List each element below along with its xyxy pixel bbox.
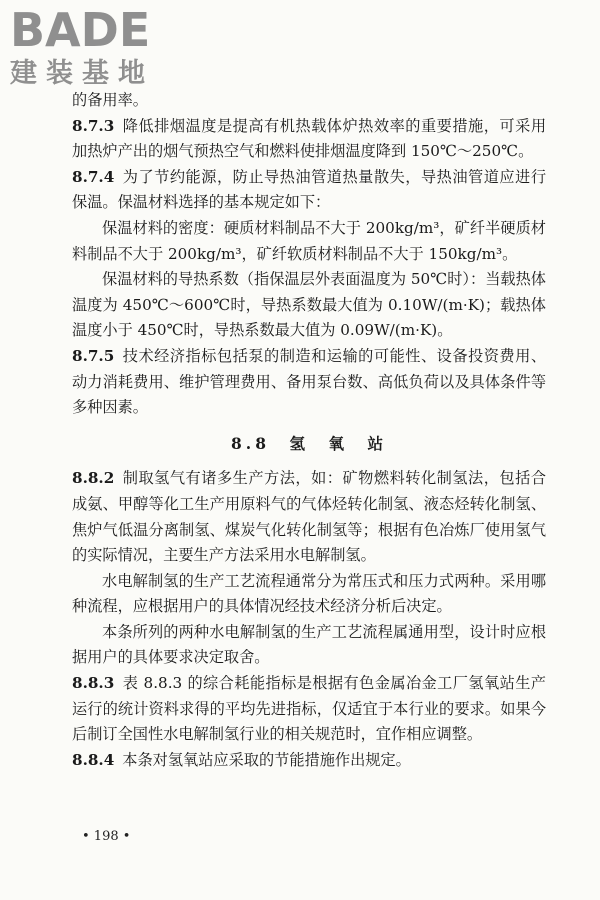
clause-8-7-3: 8.7.3 降低排烟温度是提高有机热载体炉热效率的重要措施，可采用加热炉产出的烟气预热空气和燃料使排烟温度降到 150℃～250℃。	[72, 116, 546, 161]
paragraph: 水电解制氢的生产工艺流程通常分为常压式和压力式两种。采用哪种流程，应根据用户的具体情况经技术经济分析后决定。	[72, 571, 546, 616]
clause-number: 8.8.4	[72, 750, 115, 769]
watermark-logo	[6, 4, 186, 92]
clause-8-8-3: 8.8.3 表 8.8.3 的综合耗能指标是根据有色金属冶金工厂氢氧站生产运行的统计资料求得的平均先进指标，仅适宜于本行业的要求。如果今后制订全国性水电解制氢行业的相关规范时，宜作相应调整。	[72, 674, 546, 744]
clause-number: 8.7.4	[72, 167, 115, 186]
clause-number: 8.7.3	[72, 116, 115, 135]
clause-8-8-4: 8.8.4 本条对氢氧站应采取的节能措施作出规定。	[72, 750, 411, 769]
clause-number: 8.8.2	[72, 469, 115, 488]
clause-number: 8.8.3	[72, 674, 115, 693]
paragraph: 保温材料的密度：硬质材料制品不大于 200kg/m³，矿纤半硬质材料制品不大于 200kg/m³，矿纤软质材料制品不大于 150kg/m³。	[72, 218, 546, 263]
paragraph: 的备用率。	[72, 91, 148, 109]
section-heading: 8.8 氢 氧 站	[231, 433, 387, 453]
clause-8-7-4: 8.7.4 为了节约能源，防止导热油管道热量散失，导热油管道应进行保温。保温材料选择的基本规定如下：	[72, 167, 546, 212]
clause-number: 8.7.5	[72, 346, 115, 365]
paragraph: 保温材料的导热系数（指保温层外表面温度为 50℃时）：当载热体温度为 450℃～600℃时，导热系数最大值为 0.10W/(m·K)；载热体温度小于 450℃时，导热系数最大值为 0.09W/(m·K)。	[72, 270, 546, 340]
clause-8-8-2: 8.8.2 制取氢气有诸多生产方法，如：矿物燃料转化制氢法，包括合成氨、甲醇等化工生产用原料气的气体烃转化制氢、液态烃转化制氢、焦炉气低温分离制氢、煤炭气化转化制氢等；根据有色冶炼厂使用氢气的实际情况，主要生产方法采用水电解制氢。	[72, 469, 546, 565]
page-number: • 198 •	[82, 829, 131, 844]
logo-subtitle: 建装基地	[10, 58, 154, 89]
paragraph: 本条所列的两种水电解制氢的生产工艺流程属通用型，设计时应根据用户的具体要求决定取舍。	[72, 622, 546, 667]
page-body	[72, 88, 546, 773]
clause-8-7-5: 8.7.5 技术经济指标包括泵的制造和运输的可能性、设备投资费用、动力消耗费用、维护管理费用、备用泵台数、高低负荷以及具体条件等多种因素。	[72, 346, 546, 417]
logo-word: BADE	[10, 3, 151, 57]
